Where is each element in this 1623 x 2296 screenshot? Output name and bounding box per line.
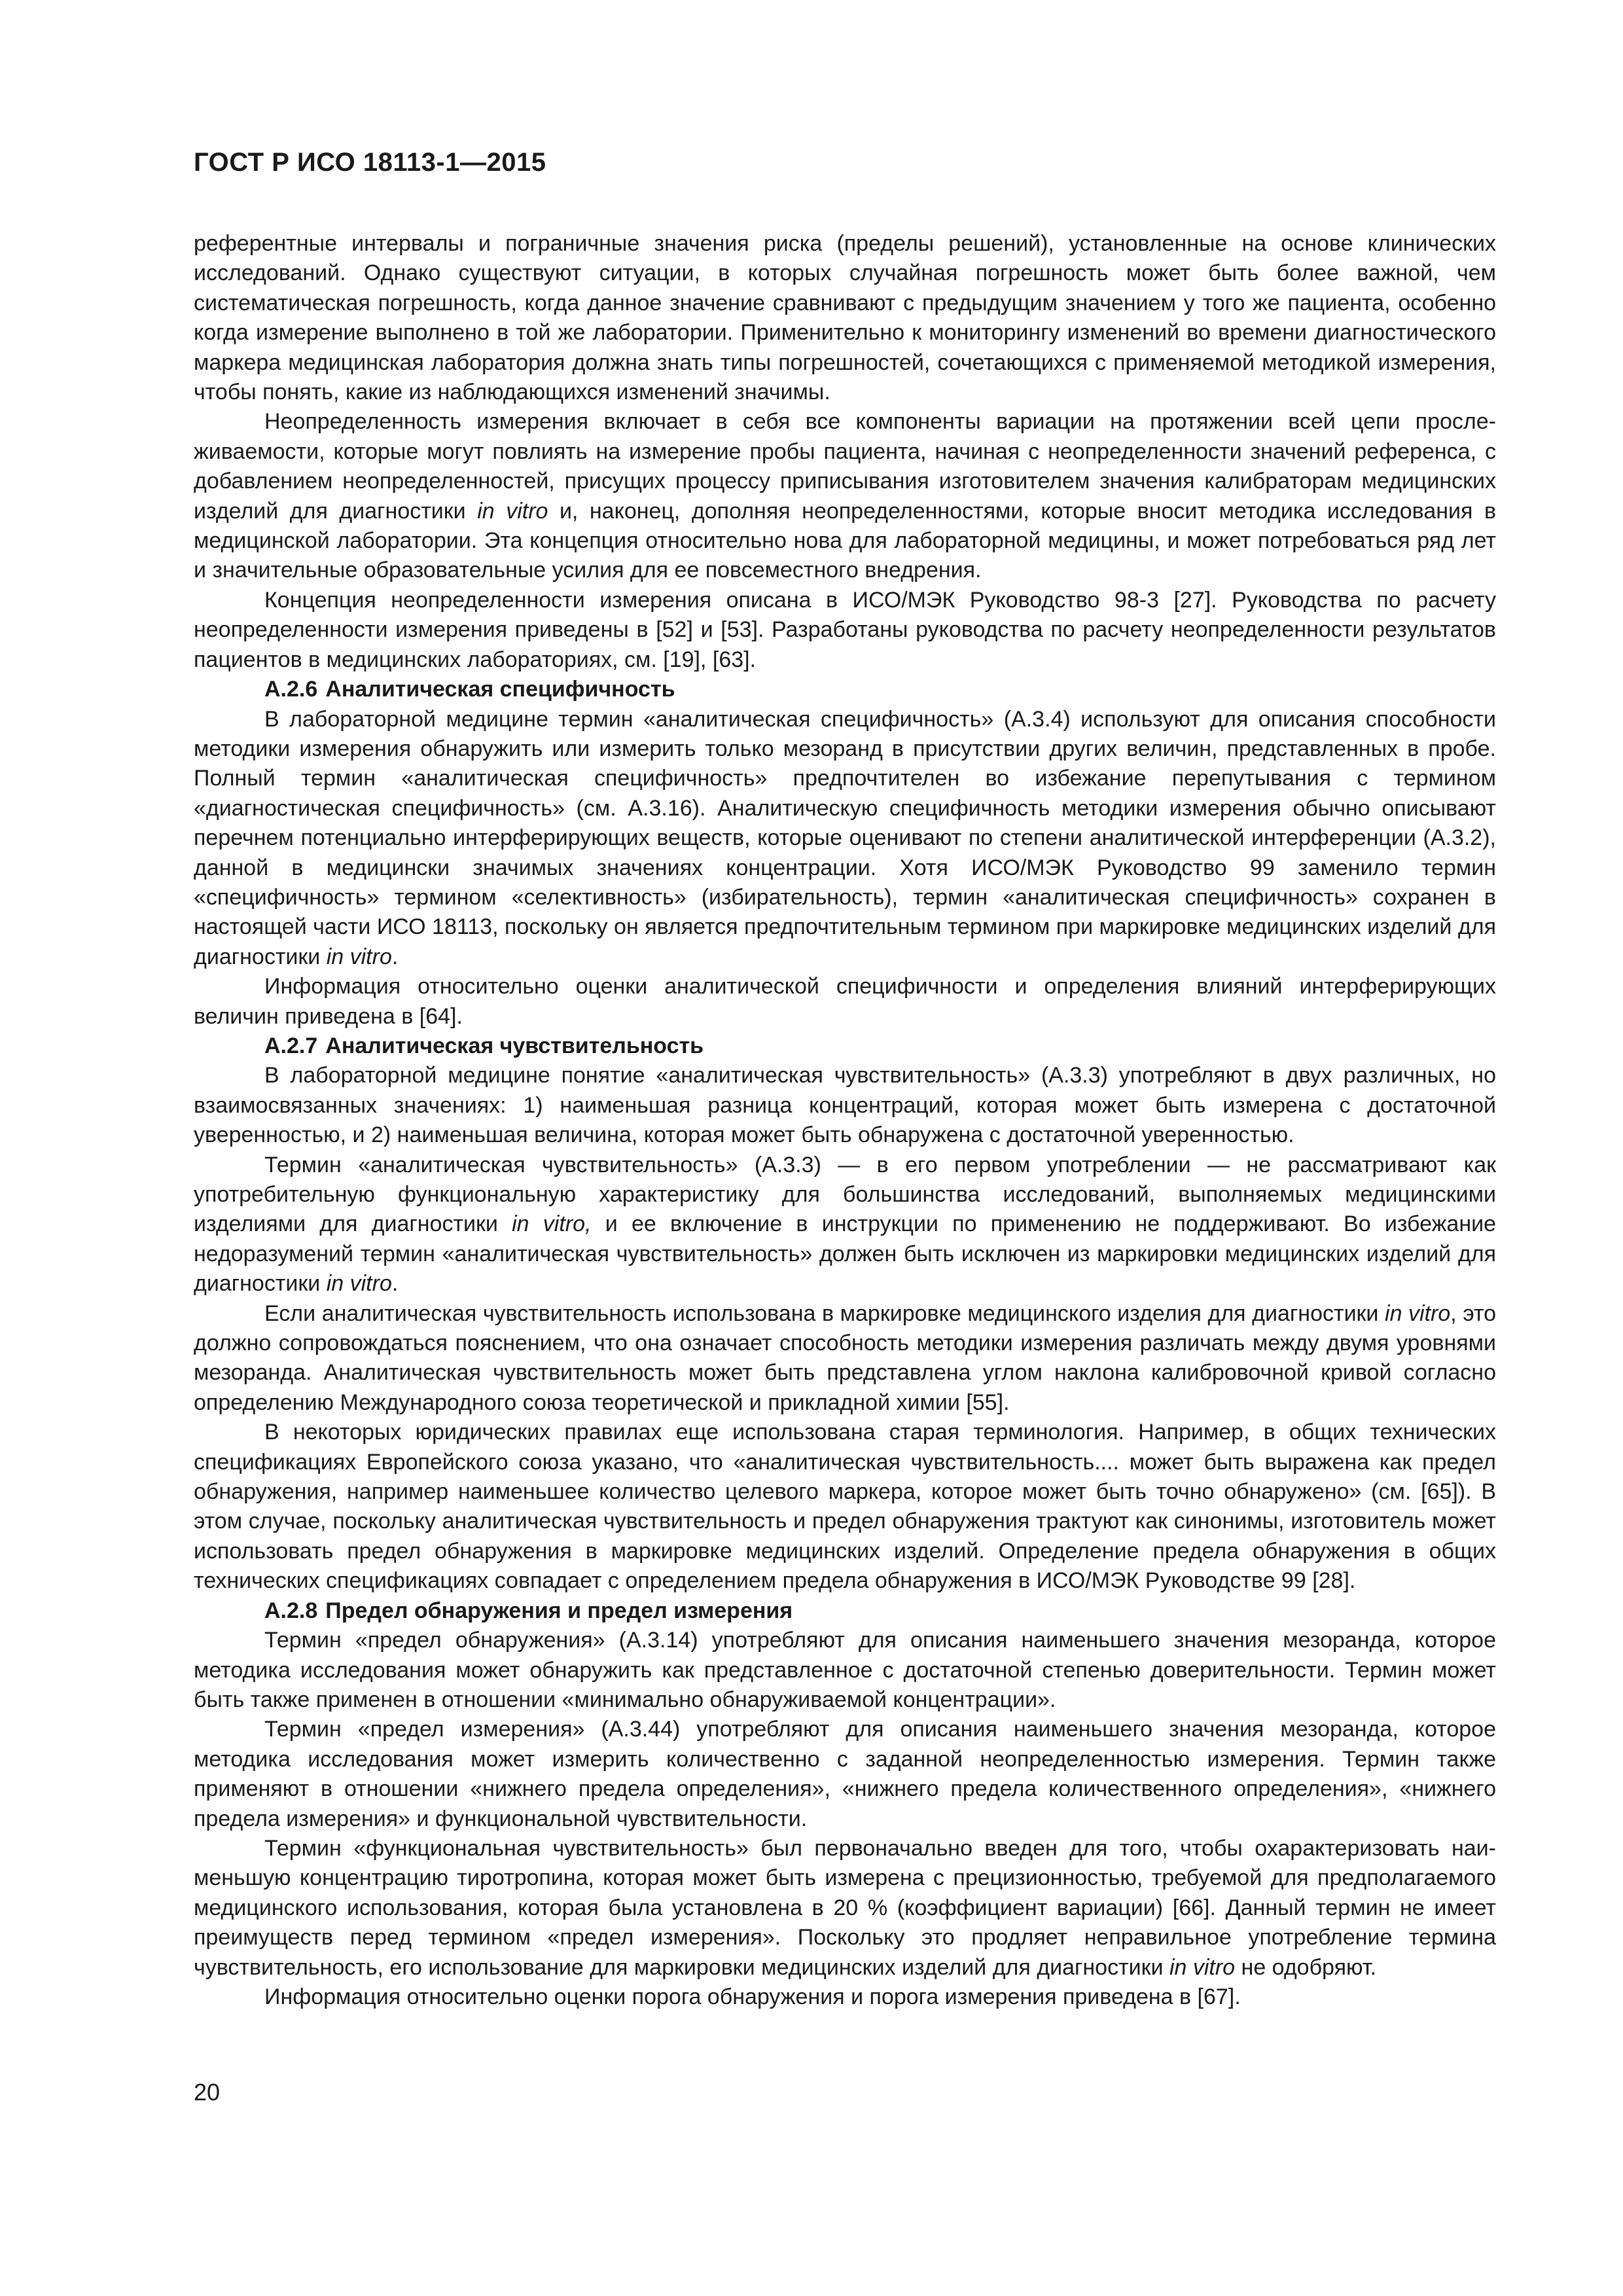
paragraph [194, 972, 1496, 1031]
italic-term: in vitro [477, 498, 548, 524]
paragraph-text: . [391, 944, 399, 969]
italic-term: in vitro, [512, 1211, 592, 1237]
paragraph-text: В лабораторной медицине понятие «аналитическая чувствительность» (А.3.3) употребляют в двух различных, но взаимосвязанных значениях: 1) наименьшая разница концентраций, которая может быть измерена с достаточной уверенностью, и 2) наименьшая величина, которая может быть обнаружена с достаточной уверенностью. [194, 1063, 1496, 1148]
section-title: Предел обнаружения и предел измерения [325, 1598, 793, 1623]
italic-term: in vitro [1169, 1954, 1236, 1980]
page-number: 20 [194, 2079, 221, 2106]
section-number: А.2.6 [264, 677, 318, 702]
paragraph-text: В некоторых юридических правилах еще использована старая терминология. Например, в общих технических спецификациях Европейского союза указано, что «аналитическая чувствительность.... может быть выражена как предел обнаружения, например наименьшее количество целевого маркера, которое может быть точно обнаружено» (см. [65]). В этом случае, поскольку аналитическая чувствительность и предел обнаружения трактуют как синонимы, изготовитель может использовать предел обнаружения в маркировке медицинских изделий. Определение предела обнаружения в общих технических спецификациях совпадает с определением предела обнаружения в ИСО/МЭК Руководстве 99 [28]. [194, 1420, 1496, 1594]
paragraph-text: Информация относительно оценки порога обнаружения и порога измерения приведена в [67]. [264, 1984, 1241, 2009]
paragraph-text: Термин «предел обнаружения» (А.3.14) употребляют для описания наименьшего значения мезоранда, которое методика исследования может обнаружить как представленное с достаточной степенью доверительности. Термин может быть также применен в отношении «минимально обнаруживаемой концентрации». [194, 1628, 1496, 1712]
paragraph-text: и, наконец, дополняя неопределенностями, которые вносит методика исследования в медицинской лаборатории. Эта концепция относительно нова для лабораторной медицины, и может потребоваться ряд лет и значительные образовательные усилия для ее повсеместного внедрения. [194, 498, 1497, 583]
paragraph [194, 705, 1496, 973]
section-heading-a28 [194, 1596, 1496, 1626]
paragraph-text: Термин «предел измерения» (А.3.44) употребляют для описания наименьшего значения мезоранда, которое методика исследования может измерить количественно с заданной неопределенностью измерения. Термин также применяют в отношении «нижнего предела определения», «нижнего предела количественного определения», «нижнего предела измерения» и функциональной чувствительности. [194, 1717, 1496, 1831]
paragraph-text: не одобряют. [1235, 1954, 1376, 1980]
paragraph-text: Если аналитическая чувствительность использована в маркировке медицинского изделия для диагностики [264, 1300, 1385, 1326]
paragraph-text: Неопределенность измерения включает в себя все компоненты вариации на протяжении всей цепи прослеживаемости, которые могут повлиять на измерение пробы пациента, начиная с неопределенности значений референса, с добавлением неопределенностей, присущих процессу приписывания изготовителем значения калибраторам медицинских изделий для диагностики [194, 409, 1496, 524]
italic-term: in vitro [326, 944, 392, 969]
paragraph-text: Термин «аналитическая чувствительность» (А.3.3) — в его первом употреблении — не рассматривают как употребительную функциональную характеристику для большинства исследований, выполняемых медицинскими изделиями для диагностики [194, 1152, 1496, 1237]
paragraph-text: Термин «функциональная чувствительность» был первоначально введен для того, чтобы охарактеризовать наименьшую концентрацию тиротропина, которая может быть измерена с прецизионностью, требуемой для предполагаемого медицинского использования, которая была установлена в 20 % (коэффициент вариации) [66]. Данный термин не имеет преимуществ перед термином «предел измерения». Поскольку это продляет неправильное употребление термина чувствительность, его использование для маркировки медицинских изделий для диагностики [194, 1835, 1496, 1980]
paragraph-text: . [391, 1271, 399, 1297]
paragraph [194, 1418, 1496, 1596]
section-number: А.2.7 [264, 1033, 318, 1058]
section-heading-a26 [194, 675, 1496, 704]
section-heading-a27 [194, 1031, 1496, 1061]
paragraph-text: референтные интервалы и пограничные значения риска (пределы решений), установленные на основе клинических исследований. Однако существуют ситуации, в которых случайная погрешность может быть более важной, чем систематическая погрешность, когда данное значение сравнивают с предыдущим значением у того же пациента, особенно когда измерение выполнено в той же лаборатории. Применительно к мониторингу изменений во времени диагностического маркера медицинская лаборатория должна знать типы погрешностей, сочетающихся с применяемой методикой измерения, чтобы понять, какие из наблюдающихся изменений значимы. [194, 231, 1496, 405]
paragraph-text: В лабораторной медицине термин «аналитическая специфичность» (А.3.4) используют для описания способности методики измерения обнаружить или измерить только мезоранд в присутствии других величин, представленных в пробе. Полный термин «аналитическая специфичность» предпочтителен во избежание перепутывания с термином «диагностическая специфичность» (см. А.3.16). Аналитическую специфичность методики измерения обычно описывают перечнем потенциально интерферирующих веществ, которые оценивают по степени аналитической интерференции (А.3.2), данной в медицински значимых значениях концентрации. Хотя ИСО/МЭК Руководство 99 заменило термин «специфичность» термином «селективность» (избирательность), термин «аналитическая специфичность» сохранен в настоящей части ИСО 18113, поскольку он является предпочтительным термином при маркировке медицинских изделий для диагностики [194, 706, 1496, 969]
paragraph-text: , это должно сопровождаться пояснением, что она означает способность методики измерения различать между двумя уровнями мезоранда. Аналитическая чувствительность может быть представлена углом наклона калибровочной кривой согласно определению Международного союза теоретической и прикладной химии [55]. [194, 1300, 1497, 1415]
document-body [194, 229, 1496, 2012]
paragraph [194, 1982, 1496, 2012]
paragraph-text: Концепция неопределенности измерения описана в ИСО/МЭК Руководство 98-3 [27]. Руководства по расчету неопределенности измерения приведены в [52] и [53]. Разработаны руководства по расчету неопределенности результатов пациентов в медицинских лабораториях, см. [19], [63]. [194, 587, 1496, 672]
section-title: Аналитическая специфичность [325, 677, 675, 702]
italic-term: in vitro [326, 1271, 392, 1297]
paragraph [194, 1299, 1496, 1418]
paragraph [194, 407, 1496, 585]
paragraph [194, 229, 1496, 407]
paragraph [194, 586, 1496, 675]
paragraph [194, 1834, 1496, 1982]
paragraph [194, 1061, 1496, 1150]
paragraph-text: Информация относительно оценки аналитической специфичности и определения влияний интерферирующих величин приведена в [64]. [194, 974, 1496, 1029]
section-title: Аналитическая чувствительность [325, 1033, 704, 1058]
paragraph-text: и ее включение в инструкции по применению не поддерживают. Во избежание недоразумений термин «аналитическая чувствительность» должен быть исключен из маркировки медицинских изделий для диагностики [194, 1211, 1496, 1297]
document-header: ГОСТ Р ИСО 18113-1—2015 [194, 148, 546, 177]
section-number: А.2.8 [264, 1598, 318, 1623]
paragraph [194, 1626, 1496, 1715]
italic-term: in vitro [1385, 1300, 1451, 1326]
paragraph [194, 1715, 1496, 1834]
paragraph [194, 1151, 1496, 1299]
